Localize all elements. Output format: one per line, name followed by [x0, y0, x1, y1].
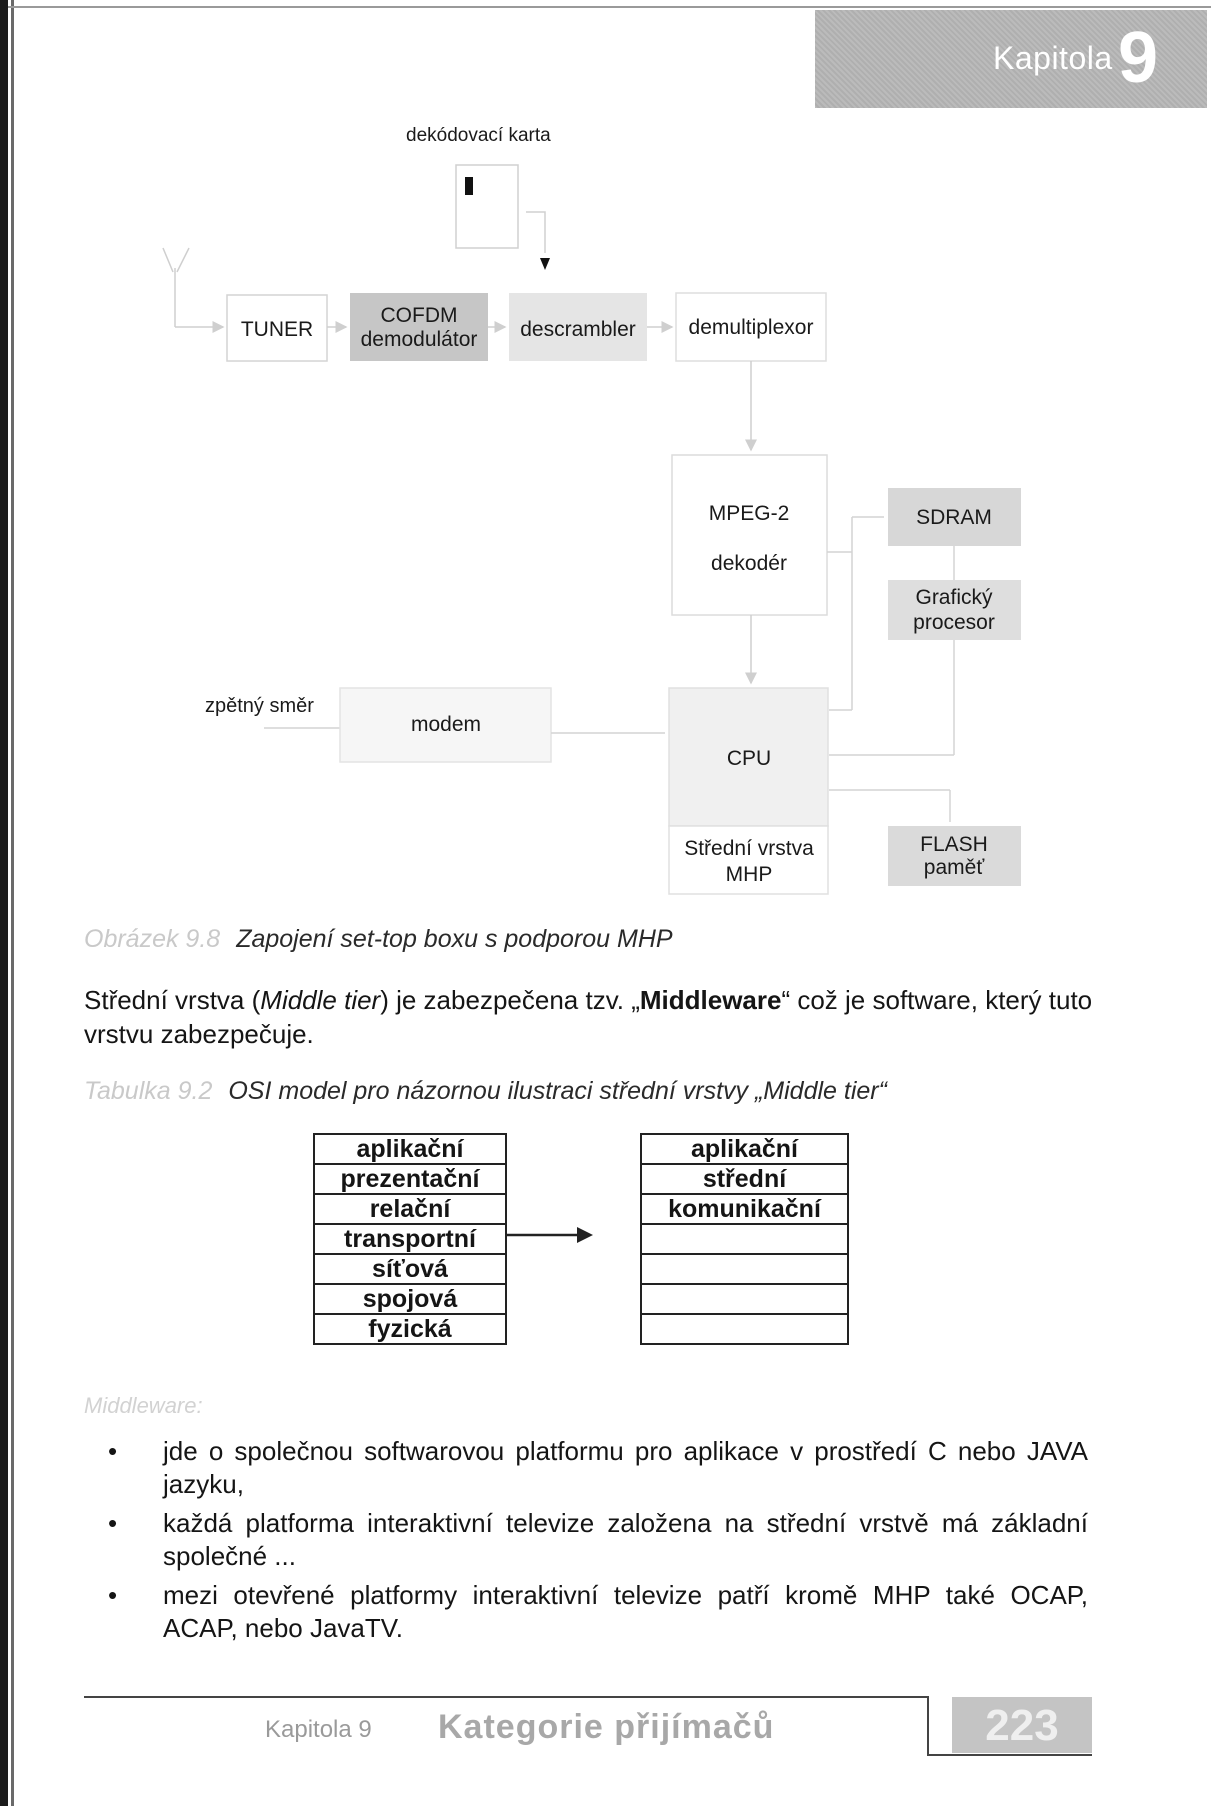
tuner-label: TUNER	[240, 318, 314, 341]
mpeg-label-2: dekodér	[711, 552, 787, 575]
osi-cell: síťová	[314, 1254, 506, 1284]
footer-rule-vertical	[927, 1696, 929, 1756]
osi-cell: fyzická	[314, 1314, 506, 1344]
footer-title: Kategorie přijímačů	[438, 1708, 775, 1746]
para-part-3: “ což je software, který tuto vrstvu zabezpečuje.	[84, 985, 1093, 1049]
table-row	[641, 1134, 848, 1164]
graphics-label-1: Grafický	[915, 586, 993, 609]
card-arrow-head	[540, 258, 550, 270]
table-row	[314, 1134, 506, 1164]
para-italic-term: Middle tier	[260, 985, 381, 1015]
table-row	[641, 1224, 848, 1254]
osi-cell: spojová	[314, 1284, 506, 1314]
cpu-label: CPU	[726, 747, 772, 770]
table-row	[314, 1224, 506, 1254]
chapter-tab-number: 9	[1118, 18, 1159, 98]
middle-tier-cell	[641, 1314, 848, 1344]
list-item: • mezi otevřené platformy interaktivní televize patří kromě MHP také OCAP, ACAP, nebo JavaTV.	[108, 1579, 1088, 1645]
table-row	[314, 1194, 506, 1224]
table-caption-text: OSI model pro názornou ilustraci střední vrstvy „Middle tier“	[228, 1077, 887, 1105]
graphics-label-2: procesor	[913, 611, 995, 634]
table-caption-label: Tabulka 9.2	[84, 1077, 213, 1105]
osi-cell: prezentační	[314, 1164, 506, 1194]
middleware-bullet-list	[108, 1435, 1088, 1651]
table-row	[314, 1254, 506, 1284]
middle-tier-cell: aplikační	[641, 1134, 848, 1164]
figure-caption-text: Zapojení set-top boxu s podporou MHP	[236, 925, 673, 953]
middle-tier-cell	[641, 1224, 848, 1254]
modem-label: modem	[410, 713, 482, 736]
middle-tier-cell: střední	[641, 1164, 848, 1194]
middle-layer-label-2: MHP	[725, 863, 773, 886]
table-row	[314, 1314, 506, 1344]
chapter-tab-word: Kapitola	[993, 40, 1113, 76]
mpeg-decoder-box	[672, 455, 827, 615]
middle-layer-label-1: Střední vrstva	[684, 837, 814, 860]
descrambler-label: descrambler	[520, 318, 636, 341]
para-bold-term: Middleware	[639, 985, 782, 1015]
table-caption	[84, 1077, 887, 1106]
footer-chapter: Kapitola 9	[265, 1716, 372, 1743]
middle-tier-model-table	[640, 1133, 849, 1345]
page-number: 223	[985, 1701, 1059, 1750]
para-part-2: ) je zabezpečena tzv. „	[380, 985, 640, 1015]
osi-cell: aplikační	[314, 1134, 506, 1164]
table-row	[641, 1164, 848, 1194]
label-decoder-card: dekódovací karta	[406, 125, 551, 146]
osi-mapping-arrow	[505, 1220, 595, 1250]
list-item: • každá platforma interaktivní televize založena na střední vrstvě má základní společné ...	[108, 1507, 1088, 1573]
middle-tier-cell	[641, 1254, 848, 1284]
demultiplexor-label: demultiplexor	[688, 316, 814, 339]
flash-label-1: FLASH	[920, 833, 988, 856]
table-row	[641, 1314, 848, 1344]
decoder-card-chip	[465, 177, 473, 195]
osi-cell: transportní	[314, 1224, 506, 1254]
middle-tier-cell: komunikační	[641, 1194, 848, 1224]
back-channel-label: zpětný směr	[205, 695, 314, 717]
figure-caption-label: Obrázek 9.8	[84, 925, 221, 953]
sdram-label: SDRAM	[916, 506, 992, 529]
para-part-1: Střední vrstva (	[84, 985, 261, 1015]
osi-model-table	[313, 1133, 507, 1345]
figure-caption	[84, 925, 673, 954]
list-item: • jde o společnou softwarovou platformu pro aplikace v prostředí C nebo JAVA jazyku,	[108, 1435, 1088, 1501]
flash-label-2: paměť	[923, 856, 985, 879]
bus-wires	[827, 517, 954, 822]
cofdm-label-1: COFDM	[380, 304, 458, 327]
footer-rule-bottom	[927, 1754, 1092, 1756]
mpeg-label-1: MPEG-2	[708, 502, 790, 525]
antenna-icon	[163, 248, 189, 327]
middle-tier-cell	[641, 1284, 848, 1314]
footer-rule	[84, 1696, 927, 1698]
table-row	[314, 1284, 506, 1314]
card-connector-line	[526, 212, 545, 253]
cofdm-label-2: demodulátor	[360, 328, 478, 351]
middleware-label: Middleware:	[84, 1393, 203, 1418]
table-row	[641, 1254, 848, 1284]
osi-cell: relační	[314, 1194, 506, 1224]
body-paragraph	[84, 983, 1094, 1051]
table-row	[641, 1194, 848, 1224]
table-row	[641, 1284, 848, 1314]
table-row	[314, 1164, 506, 1194]
